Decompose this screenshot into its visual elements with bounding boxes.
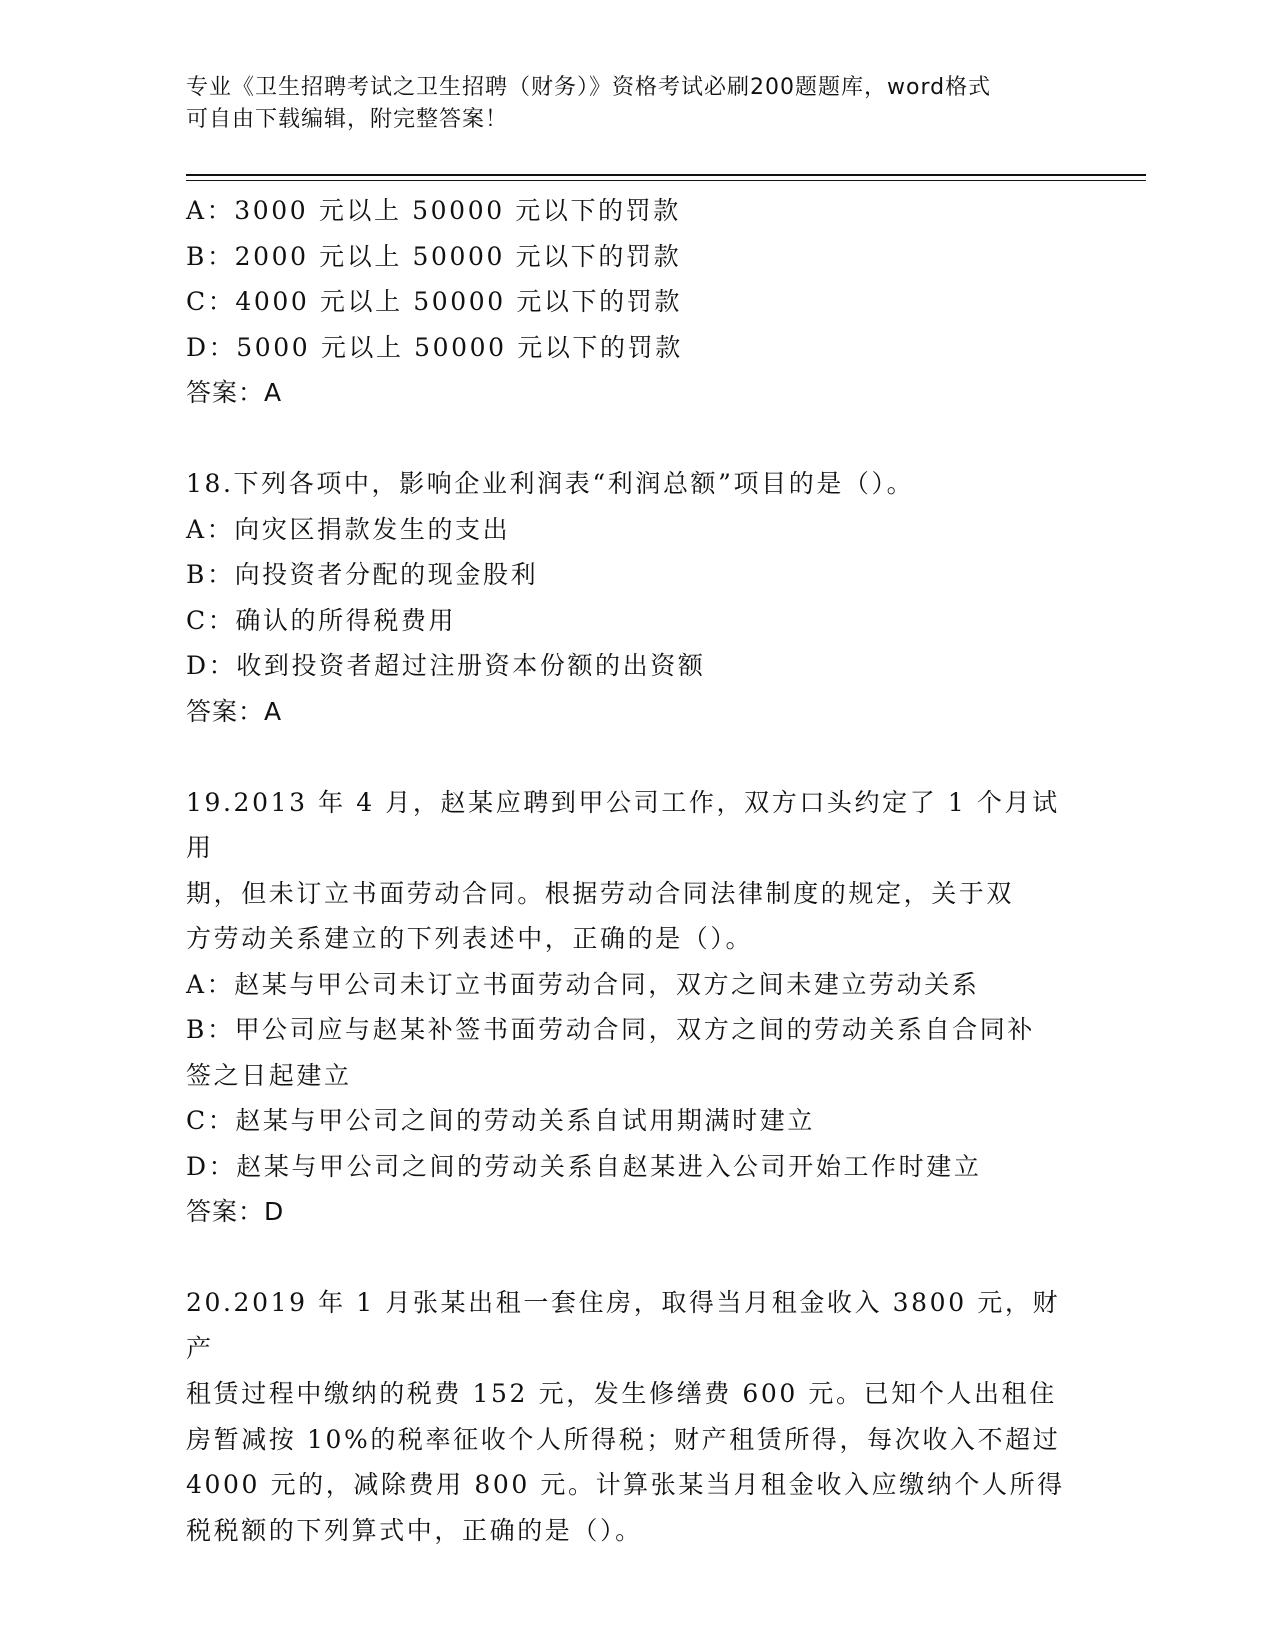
spacer (186, 416, 1076, 462)
option-c: C：赵某与甲公司之间的劳动关系自试用期满时建立 (186, 1106, 815, 1135)
spacer (186, 1235, 1076, 1281)
question-17 (186, 188, 1076, 416)
question-stem-line: 4000 元的，减除费用 800 元。计算张某当月租金收入应缴纳个人所得 (186, 1470, 1065, 1499)
header-line-1: 专业《卫生招聘考试之卫生招聘（财务）》资格考试必刷200题题库，word格式 (186, 75, 992, 100)
option-d: D：赵某与甲公司之间的劳动关系自赵某进入公司开始工作时建立 (186, 1151, 982, 1181)
question-18 (186, 461, 1076, 734)
document-body (186, 188, 1076, 1553)
header-line-2: 可自由下载编辑，附完整答案！ (186, 107, 509, 132)
answer: 答案：A (186, 696, 283, 726)
question-stem-line: 19.2013 年 4 月，赵某应聘到甲公司工作，双方口头约定了 1 个月试用 (186, 787, 1060, 862)
answer: 答案：D (186, 1197, 285, 1226)
spacer (186, 734, 1076, 780)
option-a: A：向灾区捐款发生的支出 (186, 514, 511, 544)
answer: 答案：A (186, 378, 283, 407)
option-d: D：5000 元以上 50000 元以下的罚款 (186, 332, 683, 362)
option-b-continued: 签之日起建立 (186, 1060, 352, 1090)
header-rule-thick (186, 174, 1146, 176)
question-stem-line: 期，但未订立书面劳动合同。根据劳动合同法律制度的规定，关于双 (186, 878, 1015, 908)
option-b: B：甲公司应与赵某补签书面劳动合同，双方之间的劳动关系自合同补 (186, 1015, 1035, 1044)
option-b: B：2000 元以上 50000 元以下的罚款 (186, 241, 682, 271)
option-c: C：4000 元以上 50000 元以下的罚款 (186, 287, 682, 316)
question-stem-line: 租赁过程中缴纳的税费 152 元，发生修缮费 600 元。已知个人出租住 (186, 1379, 1057, 1408)
option-c: C：确认的所得税费用 (186, 605, 457, 635)
question-stem-line: 20.2019 年 1 月张某出租一套住房，取得当月租金收入 3800 元，财产 (186, 1288, 1061, 1363)
option-a: A：赵某与甲公司未订立书面劳动合同，双方之间未建立劳动关系 (186, 969, 980, 999)
option-d: D：收到投资者超过注册资本份额的出资额 (186, 651, 706, 680)
document-header (186, 72, 1066, 136)
question-stem-line: 房暂减按 10%的税率征收个人所得税；财产租赁所得，每次收入不超过 (186, 1424, 1061, 1454)
question-stem-line: 方劳动关系建立的下列表述中，正确的是（）。 (186, 924, 754, 953)
option-a: A：3000 元以上 50000 元以下的罚款 (186, 196, 681, 225)
question-19 (186, 780, 1076, 1235)
question-stem-line: 税税额的下列算式中，正确的是（）。 (186, 1515, 643, 1545)
header-rule-thin (186, 180, 1146, 181)
question-stem: 18.下列各项中，影响企业利润表“利润总额”项目的是（）。 (186, 469, 915, 498)
question-20 (186, 1280, 1076, 1553)
option-b: B：向投资者分配的现金股利 (186, 560, 539, 589)
